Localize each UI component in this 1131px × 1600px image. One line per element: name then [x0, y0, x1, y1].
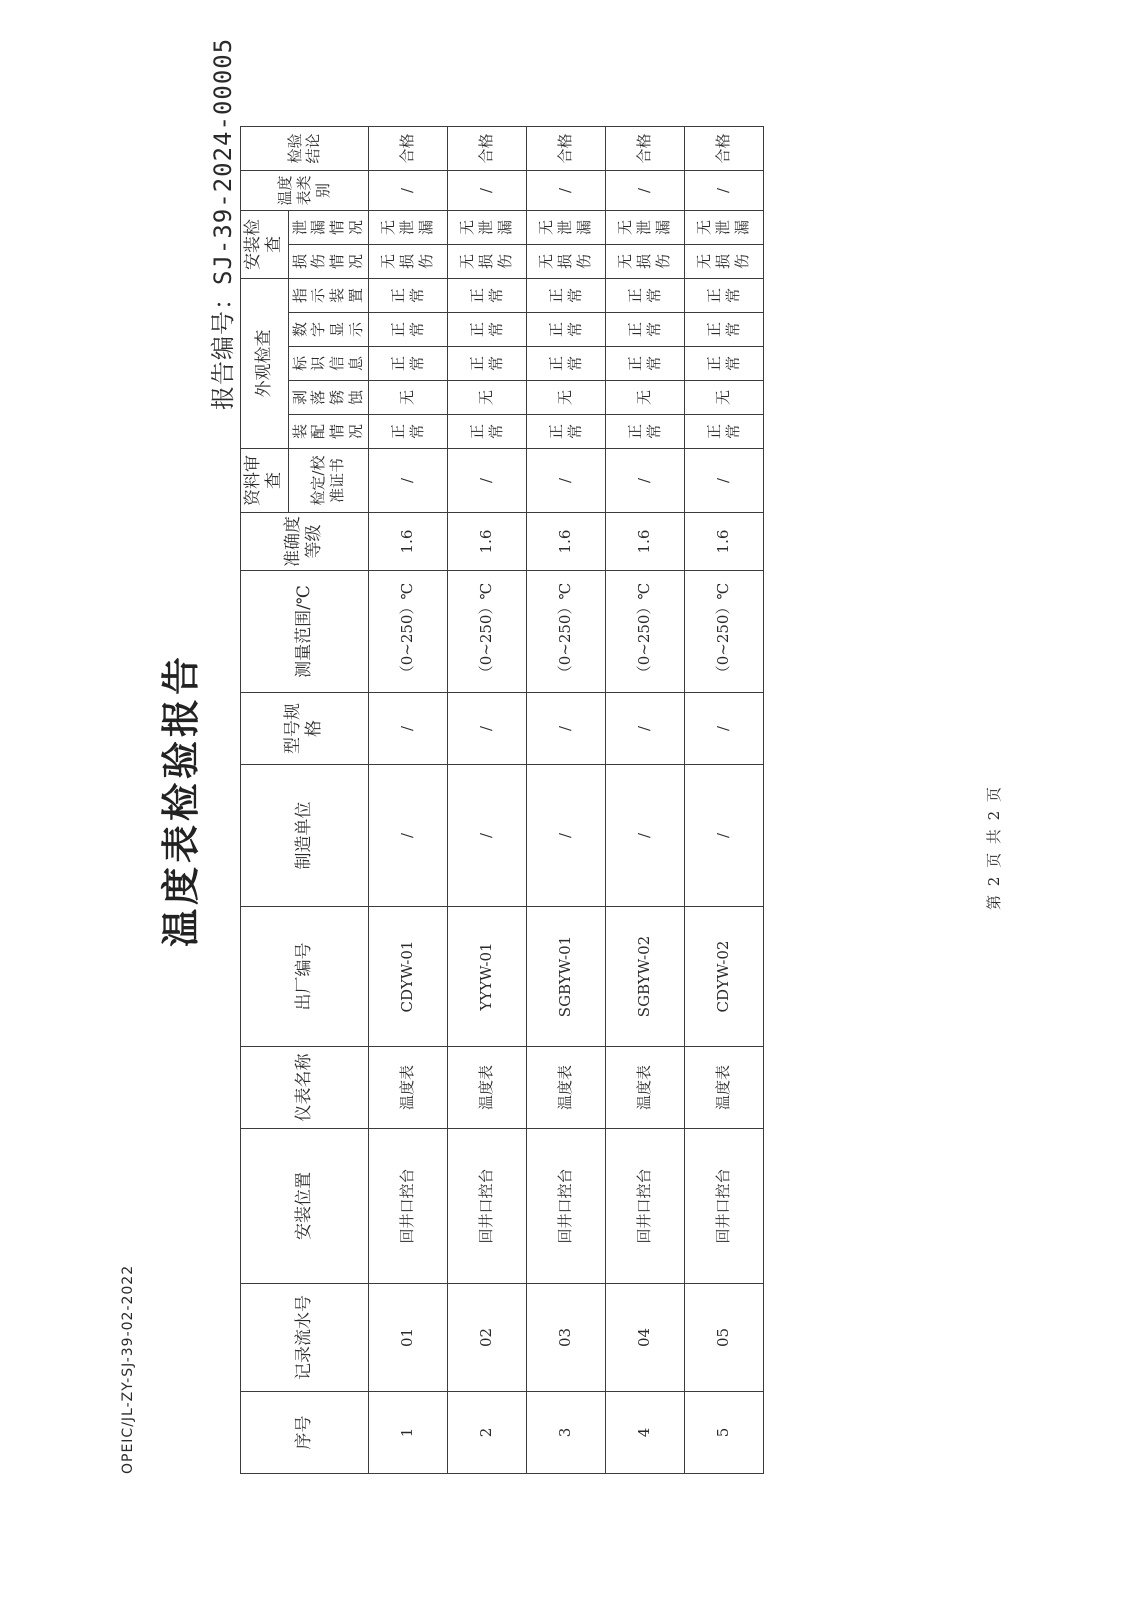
cell-factory-no: SGBYW-02 [605, 907, 684, 1047]
cell-damage: 无损伤 [526, 245, 605, 279]
cell-damage: 无损伤 [447, 245, 526, 279]
cell-category: / [447, 171, 526, 211]
cell-nameplate: 正常 [684, 347, 763, 381]
cell-leak: 无泄漏 [447, 211, 526, 245]
report-number: 报告编号：SJ-39-2024-00005 [209, 37, 237, 410]
cell-instrument-name: 温度表 [526, 1047, 605, 1129]
cell-conclusion: 合格 [605, 127, 684, 171]
report-title: 温度表检验报告 [158, 653, 203, 948]
cell-assembly: 正常 [684, 415, 763, 449]
cell-model-spec: / [684, 693, 763, 765]
cell-model-spec: / [447, 693, 526, 765]
cell-assembly: 正常 [368, 415, 447, 449]
cell-digital: 正常 [605, 313, 684, 347]
cell-leak: 无泄漏 [368, 211, 447, 245]
cell-range: （0~250）℃ [605, 571, 684, 693]
cell-assembly: 正常 [526, 415, 605, 449]
cell-factory-no: CDYW-01 [368, 907, 447, 1047]
cell-doc-cert: / [447, 449, 526, 513]
cell-range: （0~250）℃ [368, 571, 447, 693]
header-doc-review: 资料审查 [241, 449, 289, 513]
cell-peeling: 无 [447, 381, 526, 415]
cell-digital: 正常 [526, 313, 605, 347]
cell-nameplate: 正常 [447, 347, 526, 381]
table-header [241, 127, 369, 1474]
cell-conclusion: 合格 [447, 127, 526, 171]
cell-digital: 正常 [368, 313, 447, 347]
cell-category: / [684, 171, 763, 211]
cell-record-no: 01 [368, 1284, 447, 1392]
cell-conclusion: 合格 [684, 127, 763, 171]
cell-accuracy: 1.6 [368, 513, 447, 571]
cell-install-location: 回井口控台 [684, 1129, 763, 1284]
header-install-check: 安装检查 [241, 211, 289, 279]
cell-record-no: 03 [526, 1284, 605, 1392]
header-peeling: 剥落锈蚀 [288, 381, 368, 415]
page-footer: 第 2 页 共 2 页 [985, 785, 1003, 910]
cell-seq: 3 [526, 1392, 605, 1474]
cell-indicator: 正常 [447, 279, 526, 313]
cell-peeling: 无 [526, 381, 605, 415]
cell-instrument-name: 温度表 [368, 1047, 447, 1129]
header-accuracy: 准确度等级 [241, 513, 369, 571]
cell-model-spec: / [526, 693, 605, 765]
cell-indicator: 正常 [605, 279, 684, 313]
cell-record-no: 05 [684, 1284, 763, 1392]
cell-category: / [605, 171, 684, 211]
cell-accuracy: 1.6 [526, 513, 605, 571]
header-record-no: 记录流水号 [241, 1284, 369, 1392]
cell-conclusion: 合格 [526, 127, 605, 171]
cell-install-location: 回井口控台 [447, 1129, 526, 1284]
cell-digital: 正常 [447, 313, 526, 347]
header-category: 温度表类别 [241, 171, 369, 211]
cell-seq: 5 [684, 1392, 763, 1474]
cell-model-spec: / [368, 693, 447, 765]
cell-manufacturer: / [526, 765, 605, 907]
cell-install-location: 回井口控台 [526, 1129, 605, 1284]
cell-category: / [368, 171, 447, 211]
cell-assembly: 正常 [605, 415, 684, 449]
header-damage: 损伤情况 [288, 245, 368, 279]
cell-nameplate: 正常 [526, 347, 605, 381]
cell-seq: 4 [605, 1392, 684, 1474]
header-instrument-name: 仪表名称 [241, 1047, 369, 1129]
cell-doc-cert: / [684, 449, 763, 513]
form-code: OPEIC/JL-ZY-SJ-39-02-2022 [120, 1264, 136, 1474]
header-install-location: 安装位置 [241, 1129, 369, 1284]
cell-leak: 无泄漏 [605, 211, 684, 245]
table-row [605, 127, 684, 1474]
cell-leak: 无泄漏 [684, 211, 763, 245]
cell-seq: 1 [368, 1392, 447, 1474]
table-row [368, 127, 447, 1474]
header-assembly: 装配情况 [288, 415, 368, 449]
cell-indicator: 正常 [368, 279, 447, 313]
header-manufacturer: 制造单位 [241, 765, 369, 907]
cell-manufacturer: / [605, 765, 684, 907]
header-conclusion: 检验结论 [241, 127, 369, 171]
cell-range: （0~250）℃ [526, 571, 605, 693]
header-model-spec: 型号规格 [241, 693, 369, 765]
cell-damage: 无损伤 [684, 245, 763, 279]
cell-accuracy: 1.6 [605, 513, 684, 571]
header-doc-cert: 检定/校准证书 [288, 449, 368, 513]
header-seq: 序号 [241, 1392, 369, 1474]
table-row [684, 127, 763, 1474]
cell-record-no: 04 [605, 1284, 684, 1392]
cell-range: （0~250）℃ [447, 571, 526, 693]
cell-damage: 无损伤 [368, 245, 447, 279]
cell-indicator: 正常 [526, 279, 605, 313]
header-factory-no: 出厂编号 [241, 907, 369, 1047]
cell-nameplate: 正常 [368, 347, 447, 381]
cell-factory-no: CDYW-02 [684, 907, 763, 1047]
cell-peeling: 无 [684, 381, 763, 415]
cell-accuracy: 1.6 [447, 513, 526, 571]
cell-range: （0~250）℃ [684, 571, 763, 693]
cell-digital: 正常 [684, 313, 763, 347]
cell-instrument-name: 温度表 [605, 1047, 684, 1129]
cell-seq: 2 [447, 1392, 526, 1474]
header-nameplate: 标识信息 [288, 347, 368, 381]
cell-doc-cert: / [368, 449, 447, 513]
header-leak: 泄漏情况 [288, 211, 368, 245]
cell-install-location: 回井口控台 [368, 1129, 447, 1284]
cell-doc-cert: / [605, 449, 684, 513]
cell-peeling: 无 [368, 381, 447, 415]
inspection-table [240, 126, 764, 1474]
cell-model-spec: / [605, 693, 684, 765]
cell-assembly: 正常 [447, 415, 526, 449]
header-digital: 数字显示 [288, 313, 368, 347]
header-indicator: 指示装置 [288, 279, 368, 313]
cell-manufacturer: / [447, 765, 526, 907]
cell-accuracy: 1.6 [684, 513, 763, 571]
cell-conclusion: 合格 [368, 127, 447, 171]
cell-record-no: 02 [447, 1284, 526, 1392]
table-row [526, 127, 605, 1474]
cell-leak: 无泄漏 [526, 211, 605, 245]
cell-factory-no: YYYW-01 [447, 907, 526, 1047]
header-range: 测量范围/℃ [241, 571, 369, 693]
table-row [447, 127, 526, 1474]
cell-indicator: 正常 [684, 279, 763, 313]
cell-instrument-name: 温度表 [447, 1047, 526, 1129]
cell-install-location: 回井口控台 [605, 1129, 684, 1284]
cell-peeling: 无 [605, 381, 684, 415]
cell-damage: 无损伤 [605, 245, 684, 279]
cell-doc-cert: / [526, 449, 605, 513]
cell-manufacturer: / [684, 765, 763, 907]
cell-manufacturer: / [368, 765, 447, 907]
cell-nameplate: 正常 [605, 347, 684, 381]
cell-factory-no: SGBYW-01 [526, 907, 605, 1047]
cell-instrument-name: 温度表 [684, 1047, 763, 1129]
header-appearance: 外观检查 [241, 279, 289, 449]
table-body [368, 127, 763, 1474]
cell-category: / [526, 171, 605, 211]
